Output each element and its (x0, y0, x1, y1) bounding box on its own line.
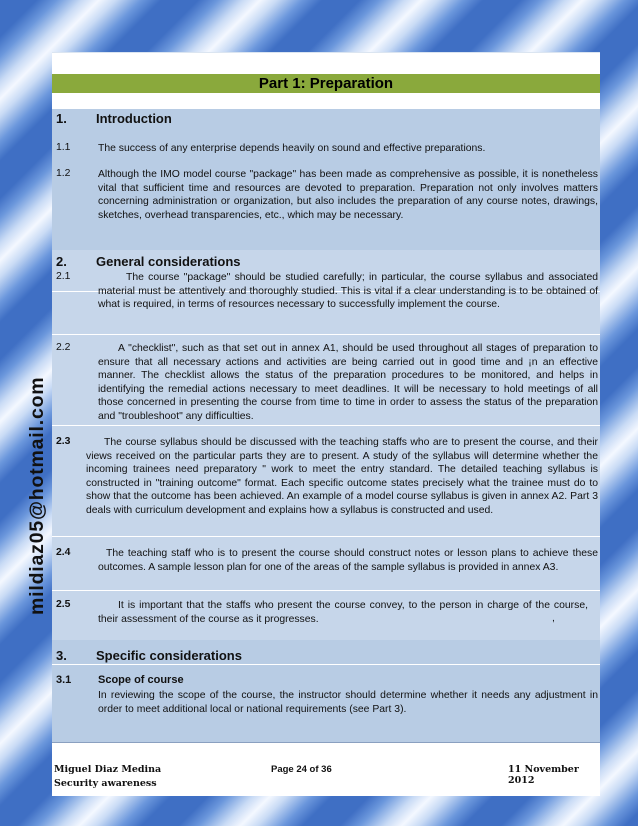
page-title: Part 1: Preparation (52, 74, 600, 93)
section-2-number: 2. (56, 254, 67, 269)
document-page (52, 52, 600, 796)
para-2-2-number: 2.2 (56, 342, 71, 353)
para-2-4-number: 2.4 (56, 547, 71, 558)
footer-date: 11 November 2012 (508, 764, 579, 786)
footer-page-number: Page 24 of 36 (271, 764, 332, 775)
footer-subtitle: Security awareness (54, 778, 157, 789)
para-1-2-text: Although the IMO model course "package" has been made as comprehensive as possible, it is nonetheless vital that sufficient time and resources are devoted to preparation. Preparation not only involves matters concerning administration or organization, but also includes the preparation of any course notes, drawings, sketches, overhead transparencies, etc., which may be necessary. (98, 169, 598, 221)
email-watermark: mildiaz05@hotmail.com (26, 376, 48, 615)
footer-author: Miguel Diaz Medina (54, 764, 162, 775)
divider (52, 536, 600, 537)
para-1-1-text: The success of any enterprise depends heavily on sound and effective preparations. (98, 143, 486, 154)
para-2-5-text: It is important that the staffs who present the course convey, to the person in charge of the course, their assessment of the course as it progresses. (98, 600, 588, 625)
para-3-1-number: 3.1 (56, 674, 72, 686)
para-3-1-heading: Scope of course (98, 674, 184, 686)
divider (52, 425, 600, 426)
section-1-number: 1. (56, 111, 67, 126)
para-1-1-number: 1.1 (56, 142, 71, 153)
para-2-1-number: 2.1 (56, 271, 71, 282)
para-2-2-text: A "checklist", such as that set out in annex A1, should be used throughout all stages of preparation to ensure that all necessary actions and activities are being carried out in good time and ¡n an effective manner. The checklist allows the status of the preparation procedures to be monitored, and helps in identifying the remedial actions necessary to meet deadlines. It will be necessary to hold meetings of all those concerned in presenting the course from time to time in order to assess the status of the preparation and "troubleshoot" any difficulties. (98, 343, 598, 422)
section-1-heading: Introduction (96, 111, 172, 126)
para-2-5-number: 2.5 (56, 599, 71, 610)
para-2-3-text: The course syllabus should be discussed with the teaching staffs who are to present the course, and their views received on the particular parts they are to present. A study of the syllabus will determine whether the incoming trainees need preparatory " work to meet the entry standard. The detailed teaching syllabus is constructed in "training outcome" format. Each specific outcome states precisely what the trainee must do to show that the outcome has been achieved. An example of a model course syllabus is given in annex A2. Part 3 deals with curriculum development and explains how a syllabus is constructed and used. (86, 437, 598, 516)
section-2-heading: General considerations (96, 254, 241, 269)
footer-rule (52, 742, 600, 743)
top-rule (52, 52, 600, 53)
para-2-1-text: The course "package" should be studied carefully; in particular, the course syllabus and associated material must be attentively and thoroughly studied. This is vital if a clear understanding is to be obtained of what is required, in terms of resources necessary to successfully implement the course. (98, 272, 598, 311)
section-3-heading: Specific considerations (96, 648, 242, 663)
para-2-3-number: 2.3 (56, 436, 71, 447)
para-1-2-number: 1.2 (56, 168, 71, 179)
divider (52, 664, 600, 665)
para-2-4-text: The teaching staff who is to present the course should construct notes or lesson plans to achieve these outcomes. A sample lesson plan for one of the areas of the sample syllabus is provided in annex A3. (98, 548, 598, 573)
divider (52, 590, 600, 591)
section-3-number: 3. (56, 648, 67, 663)
trailing-comma: , (552, 613, 555, 624)
para-3-1-text: In reviewing the scope of the course, the instructor should determine whether it needs any adjustment in order to meet additional local or national requirements (see Part 3). (98, 690, 598, 715)
divider (52, 334, 600, 335)
